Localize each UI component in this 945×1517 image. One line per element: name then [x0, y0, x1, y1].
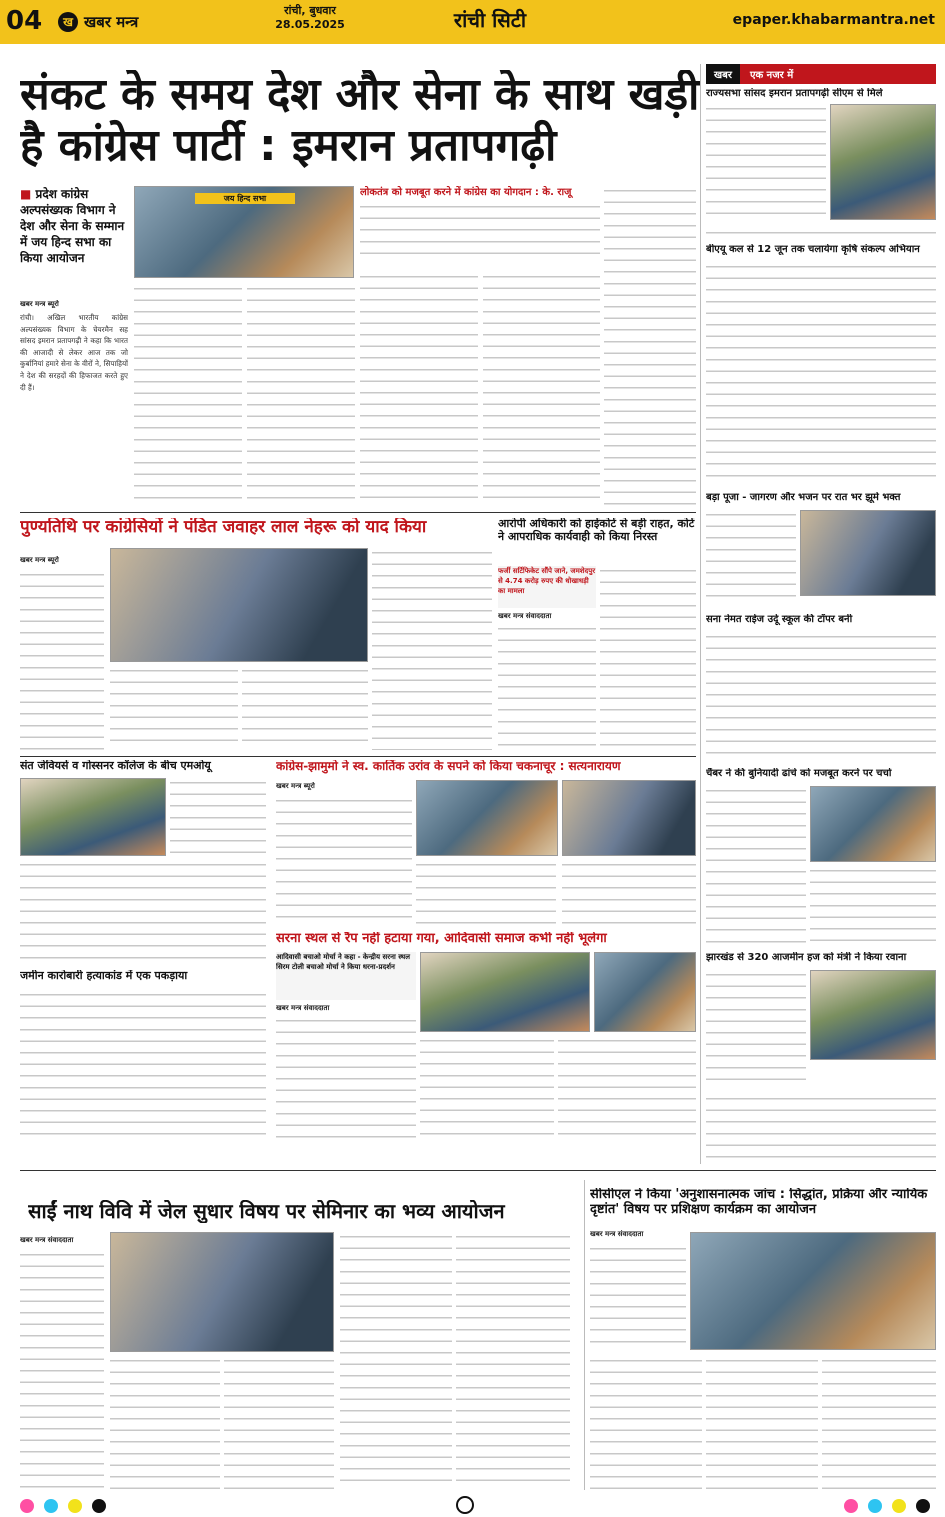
lead-col-4a: [360, 272, 478, 506]
register-dot-icon: [20, 1499, 34, 1513]
sidebar-item-3-text: [706, 510, 796, 606]
ccl-headline: सीसीएल ने किया 'अनुशासनात्मक जांच : सिद्धांत, प्रक्रिया और न्यायिक दृष्टांत' विषय पर प्रशिक्षण कार्यक्रम का आयोजन: [590, 1188, 928, 1217]
nehru-photo: [110, 548, 368, 662]
raju-text-lines: [360, 202, 600, 254]
register-dot-icon: [892, 1499, 906, 1513]
kartik-col-1: [276, 796, 412, 926]
sidebar-item-3-headline: बड़ा पूजा - जागरण और भजन पर रात भर झूमे भक्त: [706, 492, 901, 503]
lead-col-2: [134, 284, 242, 506]
sainath-col-5: [456, 1232, 570, 1490]
nehru-col-4: [372, 548, 492, 750]
date: 28.05.2025: [275, 18, 345, 31]
sarna-byline: खबर मन्त्र संवाददाता: [276, 1004, 330, 1012]
kartik-col-3: [562, 860, 696, 926]
lead-photo: [134, 186, 354, 278]
raju-box: [360, 186, 600, 266]
sidebar-item-1-headline: राज्यसभा सांसद इमरान प्रतापगढ़ी सीएम से मिले: [706, 88, 883, 99]
sarna-photo-2: [594, 952, 696, 1032]
sidebar-divider: [700, 64, 701, 1164]
sidebar-item-1-text: [706, 104, 826, 224]
sidebar-item-2-headline: बीएयू कल से 12 जून तक चलायेगा कृषि संकल्प अभियान: [706, 244, 920, 255]
register-dot-icon: [844, 1499, 858, 1513]
sidebar-tag-khabar: खबर: [706, 64, 740, 84]
xavier-text-b: [20, 860, 266, 964]
nehru-col-1: [20, 570, 104, 750]
register-dot-icon: [916, 1499, 930, 1513]
hc-headline: आरोपी अधिकारी को हाईकोर्ट से बड़ी राहत, कोर्ट ने आपराधिक कार्यवाही को किया निरस्त: [498, 518, 695, 543]
lead-photo-caption: जय हिन्द सभा: [195, 193, 295, 204]
lead-headline: संकट के समय देश और सेना के साथ खड़ी है कांग्रेस पार्टी : इमरान प्रतापगढ़ी: [20, 70, 700, 171]
lead-col-5: [604, 186, 696, 506]
ccl-divider: [584, 1180, 585, 1490]
ccl-photo: [690, 1232, 936, 1350]
sainath-byline: खबर मन्त्र संवाददाता: [20, 1236, 74, 1244]
website-link[interactable]: epaper.khabarmantra.net: [732, 12, 935, 28]
register-dot-icon: [44, 1499, 58, 1513]
sidebar-item-4-headline: सना नेमत राईज उर्दू स्कूल की टॉपर बनी: [706, 614, 853, 625]
raju-quote: लोकतंत्र को मजबूत करने में कांग्रेस का योगदान : के. राजू: [360, 187, 572, 198]
kartik-photo-1: [416, 780, 558, 856]
footer-register-marks-left: [20, 1498, 160, 1514]
sidebar-item-6-photo: [810, 970, 936, 1060]
dateline: [250, 4, 370, 32]
kartik-headline: कांग्रेस-झामुमो ने स्व. कार्तिक उरांव के सपने को किया चकनाचूर : सत्यनारायण: [276, 760, 621, 773]
sidebar-item-6-headline: झारखंड से 320 आजमीन हज को मंत्री ने किया रवाना: [706, 952, 907, 963]
nehru-col-3: [242, 666, 368, 750]
ccl-col-2: [590, 1356, 702, 1490]
sidebar-item-4-text: [706, 632, 936, 762]
sainath-col-4: [340, 1232, 452, 1490]
hc-col-2: [600, 566, 696, 750]
sidebar-item-5-text-a: [706, 786, 806, 946]
sidebar-tag-glance: एक नजर में: [740, 64, 936, 84]
nehru-byline: खबर मन्त्र ब्यूरो: [20, 556, 59, 564]
sainath-col-3: [224, 1356, 334, 1490]
hc-col-1: [498, 624, 596, 750]
xavier-photo: [20, 778, 166, 856]
sarna-col-2: [420, 1036, 554, 1142]
sidebar-item-6-text-a: [706, 970, 806, 1090]
lead-byline: खबर मन्त्र ब्यूरो: [20, 300, 59, 308]
footer-register-marks-right: [790, 1498, 930, 1514]
section-title: रांची सिटी: [453, 8, 527, 32]
hc-deck: फर्जी सर्टिफिकेट सौंपे जाने, जमशेदपुर से 4.74 करोड़ रुपए की धोखाधड़ी का मामला: [498, 566, 596, 608]
brand-name: खबर मन्त्र: [84, 13, 139, 31]
ccl-col-4: [822, 1356, 936, 1490]
brand: [58, 8, 208, 36]
sidebar-item-6-text-b: [706, 1094, 936, 1164]
sarna-photo-1: [420, 952, 590, 1032]
sidebar-header: [706, 64, 936, 84]
ccl-col-1: [590, 1244, 686, 1352]
divider: [20, 1170, 936, 1171]
lead-subhead: ■ प्रदेश कांग्रेस अल्पसंख्यक विभाग ने देश और सेना के सम्मान में जय हिन्द सभा का किया आयोजन: [20, 186, 128, 266]
city-day: रांची, बुधवार: [284, 4, 336, 17]
sainath-col-2: [110, 1356, 220, 1490]
ccl-col-3: [706, 1356, 818, 1490]
register-dot-icon: [68, 1499, 82, 1513]
hc-byline: खबर मन्त्र संवाददाता: [498, 612, 552, 620]
sainath-headline: साईं नाथ विवि में जेल सुधार विषय पर सेमिनार का भव्य आयोजन: [28, 1200, 505, 1223]
brand-logo-icon: ख: [58, 12, 78, 32]
nehru-col-2: [110, 666, 238, 750]
murder-headline: जमीन कारोबारी हत्याकांड में एक पकड़ाया: [20, 970, 188, 982]
kartik-byline: खबर मन्त्र ब्यूरो: [276, 782, 315, 790]
sarna-headline: सरना स्थल से रैंप नहीं हटाया गया, आदिवासी समाज कभी नहीं भूलेगा: [276, 932, 607, 946]
lead-body: रांची। अखिल भारतीय कांग्रेस अल्पसंख्यक विभाग के चेयरमैन सह सांसद इमरान प्रतापगढ़ी ने कहा कि भारत की आजादी से लेकर आज तक जो कुर्बानियां हमारे सेना के वीरों ने, सिपाहियों ने देश की सरहदों की हिफाजत करते हुए दी हैं।: [20, 313, 128, 392]
kartik-col-2: [416, 860, 556, 926]
nehru-headline: पुण्यतिथि पर कांग्रेसियों ने पंडित जवाहर लाल नेहरू को याद किया: [20, 518, 427, 537]
kartik-photo-2: [562, 780, 696, 856]
divider: [20, 512, 696, 513]
divider: [20, 756, 696, 757]
sarna-deck: आदिवासी बचाओ मोर्चा ने कहा - केन्द्रीय सरना स्थल सिरम टोली बचाओ मोर्चा ने किया धरना-प्रदर्शन: [276, 952, 416, 1000]
ccl-byline: खबर मन्त्र संवाददाता: [590, 1230, 644, 1238]
sarna-col-3: [558, 1036, 696, 1142]
page-number: 04: [6, 6, 43, 36]
sainath-col-1: [20, 1250, 104, 1490]
sidebar-item-5-text-b: [810, 866, 936, 946]
sidebar-item-3-photo: [800, 510, 936, 596]
murder-text: [20, 990, 266, 1142]
sidebar-item-5-headline: चैंबर ने की बुनियादी ढांचे को मजबूत करने पर चर्चा: [706, 768, 892, 779]
register-dot-icon: [92, 1499, 106, 1513]
lead-subhead-box: [20, 186, 128, 296]
sidebar-item-5-photo: [810, 786, 936, 862]
register-dot-icon: [868, 1499, 882, 1513]
lead-col-3: [247, 284, 355, 506]
xavier-text-a: [170, 778, 266, 856]
sainath-photo: [110, 1232, 334, 1352]
registration-crosshair-icon: [456, 1496, 474, 1514]
sidebar-item-2-text: [706, 262, 936, 482]
sidebar-item-1-caption: [706, 228, 936, 240]
lead-col-4b: [483, 272, 600, 506]
sarna-col-1: [276, 1016, 416, 1142]
xavier-headline: संत जेवियर्स व गोस्सनर कॉलेज के बीच एमओयू: [20, 760, 211, 772]
sidebar-item-1-photo: [830, 104, 936, 220]
lead-text-lines-right: [604, 186, 696, 506]
